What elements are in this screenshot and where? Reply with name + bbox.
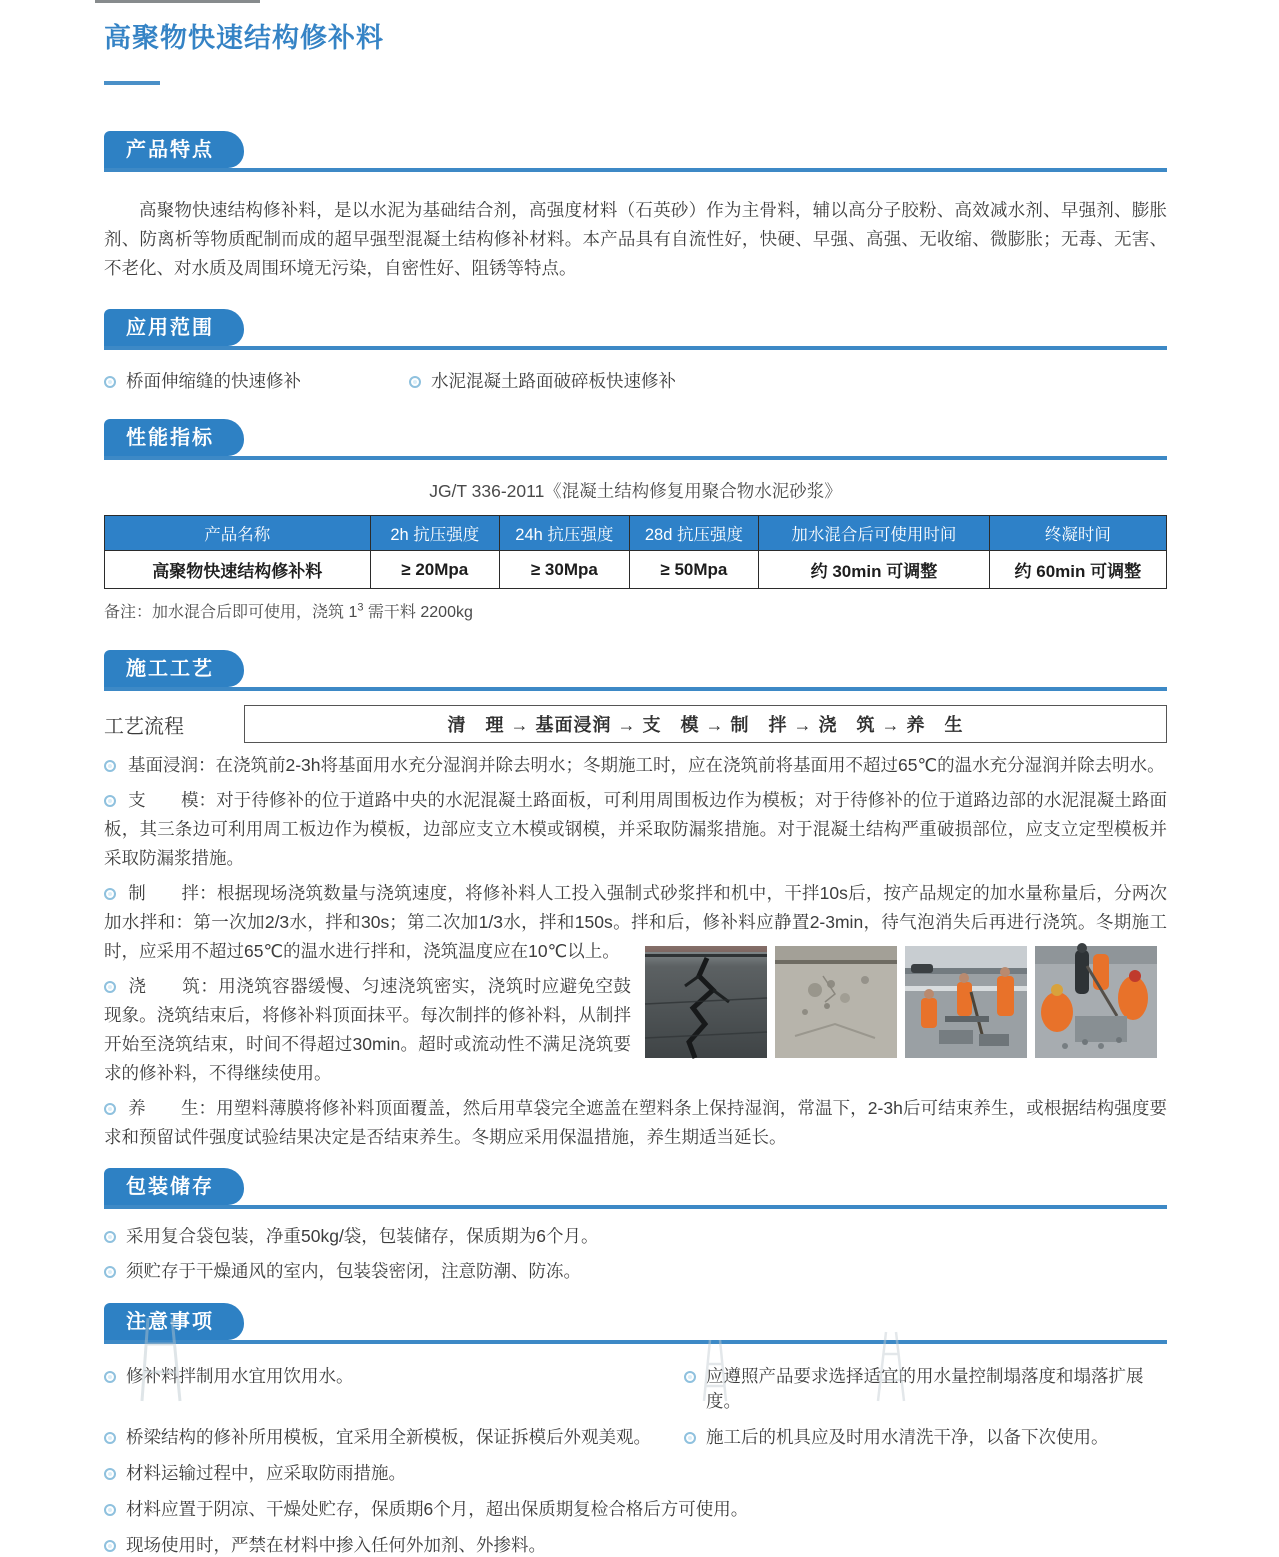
column-header: 28d 抗压强度 <box>629 516 759 551</box>
section-header-performance <box>104 419 1167 460</box>
list-item <box>104 1258 1167 1283</box>
list-item <box>684 1363 1167 1413</box>
pavement-repair-closeup-photo <box>1035 946 1157 1058</box>
list-item <box>104 1223 1167 1248</box>
ring-bullet-icon <box>104 376 116 388</box>
list-item-label: 修补料拌制用水宜用饮用水。 <box>126 1366 354 1386</box>
cropped-content-artifact <box>95 0 260 3</box>
list-item <box>104 1532 1167 1557</box>
step-text: 浇 筑：用浇筑容器缓慢、匀速浇筑密实，浇筑时应避免空鼓现象。浇筑结束后，将修补料顶面抹平。每次制拌的修补料，从制拌开始至浇筑结束，时间不得超过30min。超时或流动性不满足浇筑要求的修补料，不得继续使用。 <box>104 976 631 1083</box>
ring-bullet-icon <box>104 1432 116 1444</box>
process-step <box>104 786 1167 873</box>
section-title: 施工工艺 <box>126 658 214 680</box>
list-item-label: 桥梁结构的修补所用模板，宜采用全新模板，保证拆模后外观美观。 <box>126 1427 651 1447</box>
section-header-notes <box>104 1303 1167 1344</box>
pylon-watermark <box>690 1340 740 1406</box>
list-item <box>104 1460 684 1485</box>
section-tab-application <box>104 309 244 346</box>
ring-bullet-icon <box>104 1371 116 1383</box>
column-header: 产品名称 <box>105 516 371 551</box>
ring-bullet-icon <box>409 376 421 388</box>
pavement-crack-photo <box>645 946 767 1058</box>
table-cell: 高聚物快速结构修补料 <box>105 551 371 589</box>
ring-bullet-icon <box>104 795 116 807</box>
process-step <box>104 972 1167 1088</box>
title-underline <box>104 81 160 85</box>
list-item-label: 水泥混凝土路面破碎板快速修补 <box>431 371 676 391</box>
list-item-label: 须贮存于干燥通风的室内，包装袋密闭，注意防潮、防冻。 <box>126 1261 581 1281</box>
note-text: 备注：加水混合后即可使用，浇筑 1 <box>104 604 358 621</box>
ring-bullet-icon <box>104 888 116 900</box>
column-header: 2h 抗压强度 <box>370 516 500 551</box>
section-tab-performance <box>104 419 244 456</box>
performance-table <box>104 515 1167 589</box>
step-text: 支 模：对于待修补的位于道路中央的水泥混凝土路面板，可利用周围板边作为模板；对于待修补的位于道路边部的水泥混凝土路面板，其三条边可利用周工板边作为模板，边部应支立木模或钢模，并采取防漏浆措施。对于混凝土结构严重破损部位，应支立定型模板并采取防漏浆措施。 <box>104 790 1167 868</box>
column-header: 终凝时间 <box>989 516 1166 551</box>
application-list <box>104 368 1167 393</box>
process-steps <box>104 751 1167 1152</box>
section-title: 性能指标 <box>126 427 214 449</box>
standard-reference: JG/T 336-2011《混凝土结构修复用聚合物水泥砂浆》 <box>429 481 842 501</box>
section-tab-process <box>104 650 244 687</box>
section-header-process <box>104 650 1167 691</box>
features-paragraph: 高聚物快速结构修补料，是以水泥为基础结合剂，高强度材料（石英砂）作为主骨料，辅以高分子胶粉、高效减水剂、早强剂、膨胀剂、防离析等物质配制而成的超早强型混凝土结构修补材料。本产品具有自流性好，快硬、早强、高强、无收缩、微膨胀；无毒、无害、不老化、对水质及周围环境无污染，自密性好、阻锈等特点。 <box>104 200 1167 278</box>
section-title: 注意事项 <box>126 1311 214 1333</box>
section-title: 应用范围 <box>126 317 214 339</box>
page-title: 高聚物快速结构修补料 <box>104 23 384 53</box>
step-text: 基面浸润：在浇筑前2-3h将基面用水充分湿润并除去明水；冬期施工时，应在浇筑前将基面用不超过65℃的温水充分湿润并除去明水。 <box>128 755 1165 775</box>
section-tab-features <box>104 131 244 168</box>
table-note <box>104 599 1167 622</box>
note-text: 需干料 2200kg <box>363 604 473 621</box>
list-item-label: 施工后的机具应及时用水清洗干净，以备下次使用。 <box>706 1427 1109 1447</box>
ring-bullet-icon <box>104 1231 116 1243</box>
table-cell: ≥ 50Mpa <box>629 551 759 589</box>
section-title: 包装储存 <box>126 1176 214 1198</box>
road-repair-crew-photo <box>905 946 1027 1058</box>
list-item <box>104 1424 684 1449</box>
note-superscript: 3 <box>357 601 364 614</box>
packaging-list <box>104 1223 1167 1283</box>
process-flow-row <box>104 705 1167 743</box>
ring-bullet-icon <box>104 1540 116 1552</box>
list-item-label: 材料运输过程中，应采取防雨措施。 <box>126 1463 406 1483</box>
ring-bullet-icon <box>104 981 116 993</box>
table-cell: ≥ 20Mpa <box>370 551 500 589</box>
section-tab-packaging <box>104 1168 244 1205</box>
site-photos-strip <box>645 946 1167 1058</box>
list-item <box>684 1424 1167 1449</box>
step-text: 养 生：用塑料薄膜将修补料顶面覆盖，然后用草袋完全遮盖在塑料条上保持湿润，常温下，2-3h后可结束养生，或根据结构强度要求和预留试件强度试验结果决定是否结束养生。冬期应采用保温措施，养生期适当延长。 <box>104 1098 1167 1147</box>
column-header: 加水混合后可使用时间 <box>759 516 989 551</box>
process-step <box>104 751 1167 780</box>
table-cell: ≥ 30Mpa <box>500 551 630 589</box>
section-header-application <box>104 309 1167 350</box>
list-item-label: 采用复合袋包装，净重50kg/袋，包装储存，保质期为6个月。 <box>126 1226 599 1246</box>
list-item-label: 现场使用时，严禁在材料中掺入任何外加剂、外掺料。 <box>126 1535 546 1555</box>
table-cell: 约 30min 可调整 <box>759 551 989 589</box>
ring-bullet-icon <box>104 1103 116 1115</box>
list-item <box>104 368 409 393</box>
ring-bullet-icon <box>104 1504 116 1516</box>
ring-bullet-icon <box>684 1432 696 1444</box>
ring-bullet-icon <box>104 760 116 772</box>
section-header-features <box>104 131 1167 172</box>
step-text: 制 拌：根据现场浇筑数量与浇筑速度，将修补料人工投入强制式砂浆拌和机中，干拌10s后，按产品规定的加水量称量后，分两次加水拌和：第一次加2/3水，拌和30s；第二次加1/3水，拌和150s。拌和后，修补料应静置2-3min，待气泡消失后再进行浇筑。冬期施工时，应采用不超过65℃的温水进行拌和，浇筑温度应在10℃以上。 <box>104 883 1167 961</box>
ring-bullet-icon <box>104 1266 116 1278</box>
table-row <box>105 551 1167 589</box>
notes-list <box>104 1352 1167 1557</box>
list-item <box>104 1496 1167 1521</box>
section-header-packaging <box>104 1168 1167 1209</box>
flow-diagram-box: 清 理 → 基面浸润 → 支 模 → 制 拌 → 浇 筑 → 养 生 <box>244 705 1167 743</box>
flow-label: 工艺流程 <box>104 715 184 738</box>
column-header: 24h 抗压强度 <box>500 516 630 551</box>
process-step <box>104 1094 1167 1152</box>
section-title: 产品特点 <box>126 139 214 161</box>
list-item <box>409 368 676 393</box>
table-header-row <box>105 516 1167 551</box>
table-cell: 约 60min 可调整 <box>989 551 1166 589</box>
list-item-label: 材料应置于阴凉、干燥处贮存，保质期6个月，超出保质期复检合格后方可使用。 <box>126 1499 749 1519</box>
ring-bullet-icon <box>104 1468 116 1480</box>
pylon-watermark <box>868 1332 914 1406</box>
list-item-label: 桥面伸缩缝的快速修补 <box>126 371 301 391</box>
list-item-label: 应遵照产品要求选择适宜的用水量控制塌落度和塌落扩展度。 <box>706 1366 1144 1411</box>
pylon-watermark <box>120 1318 200 1406</box>
concrete-damage-photo <box>775 946 897 1058</box>
